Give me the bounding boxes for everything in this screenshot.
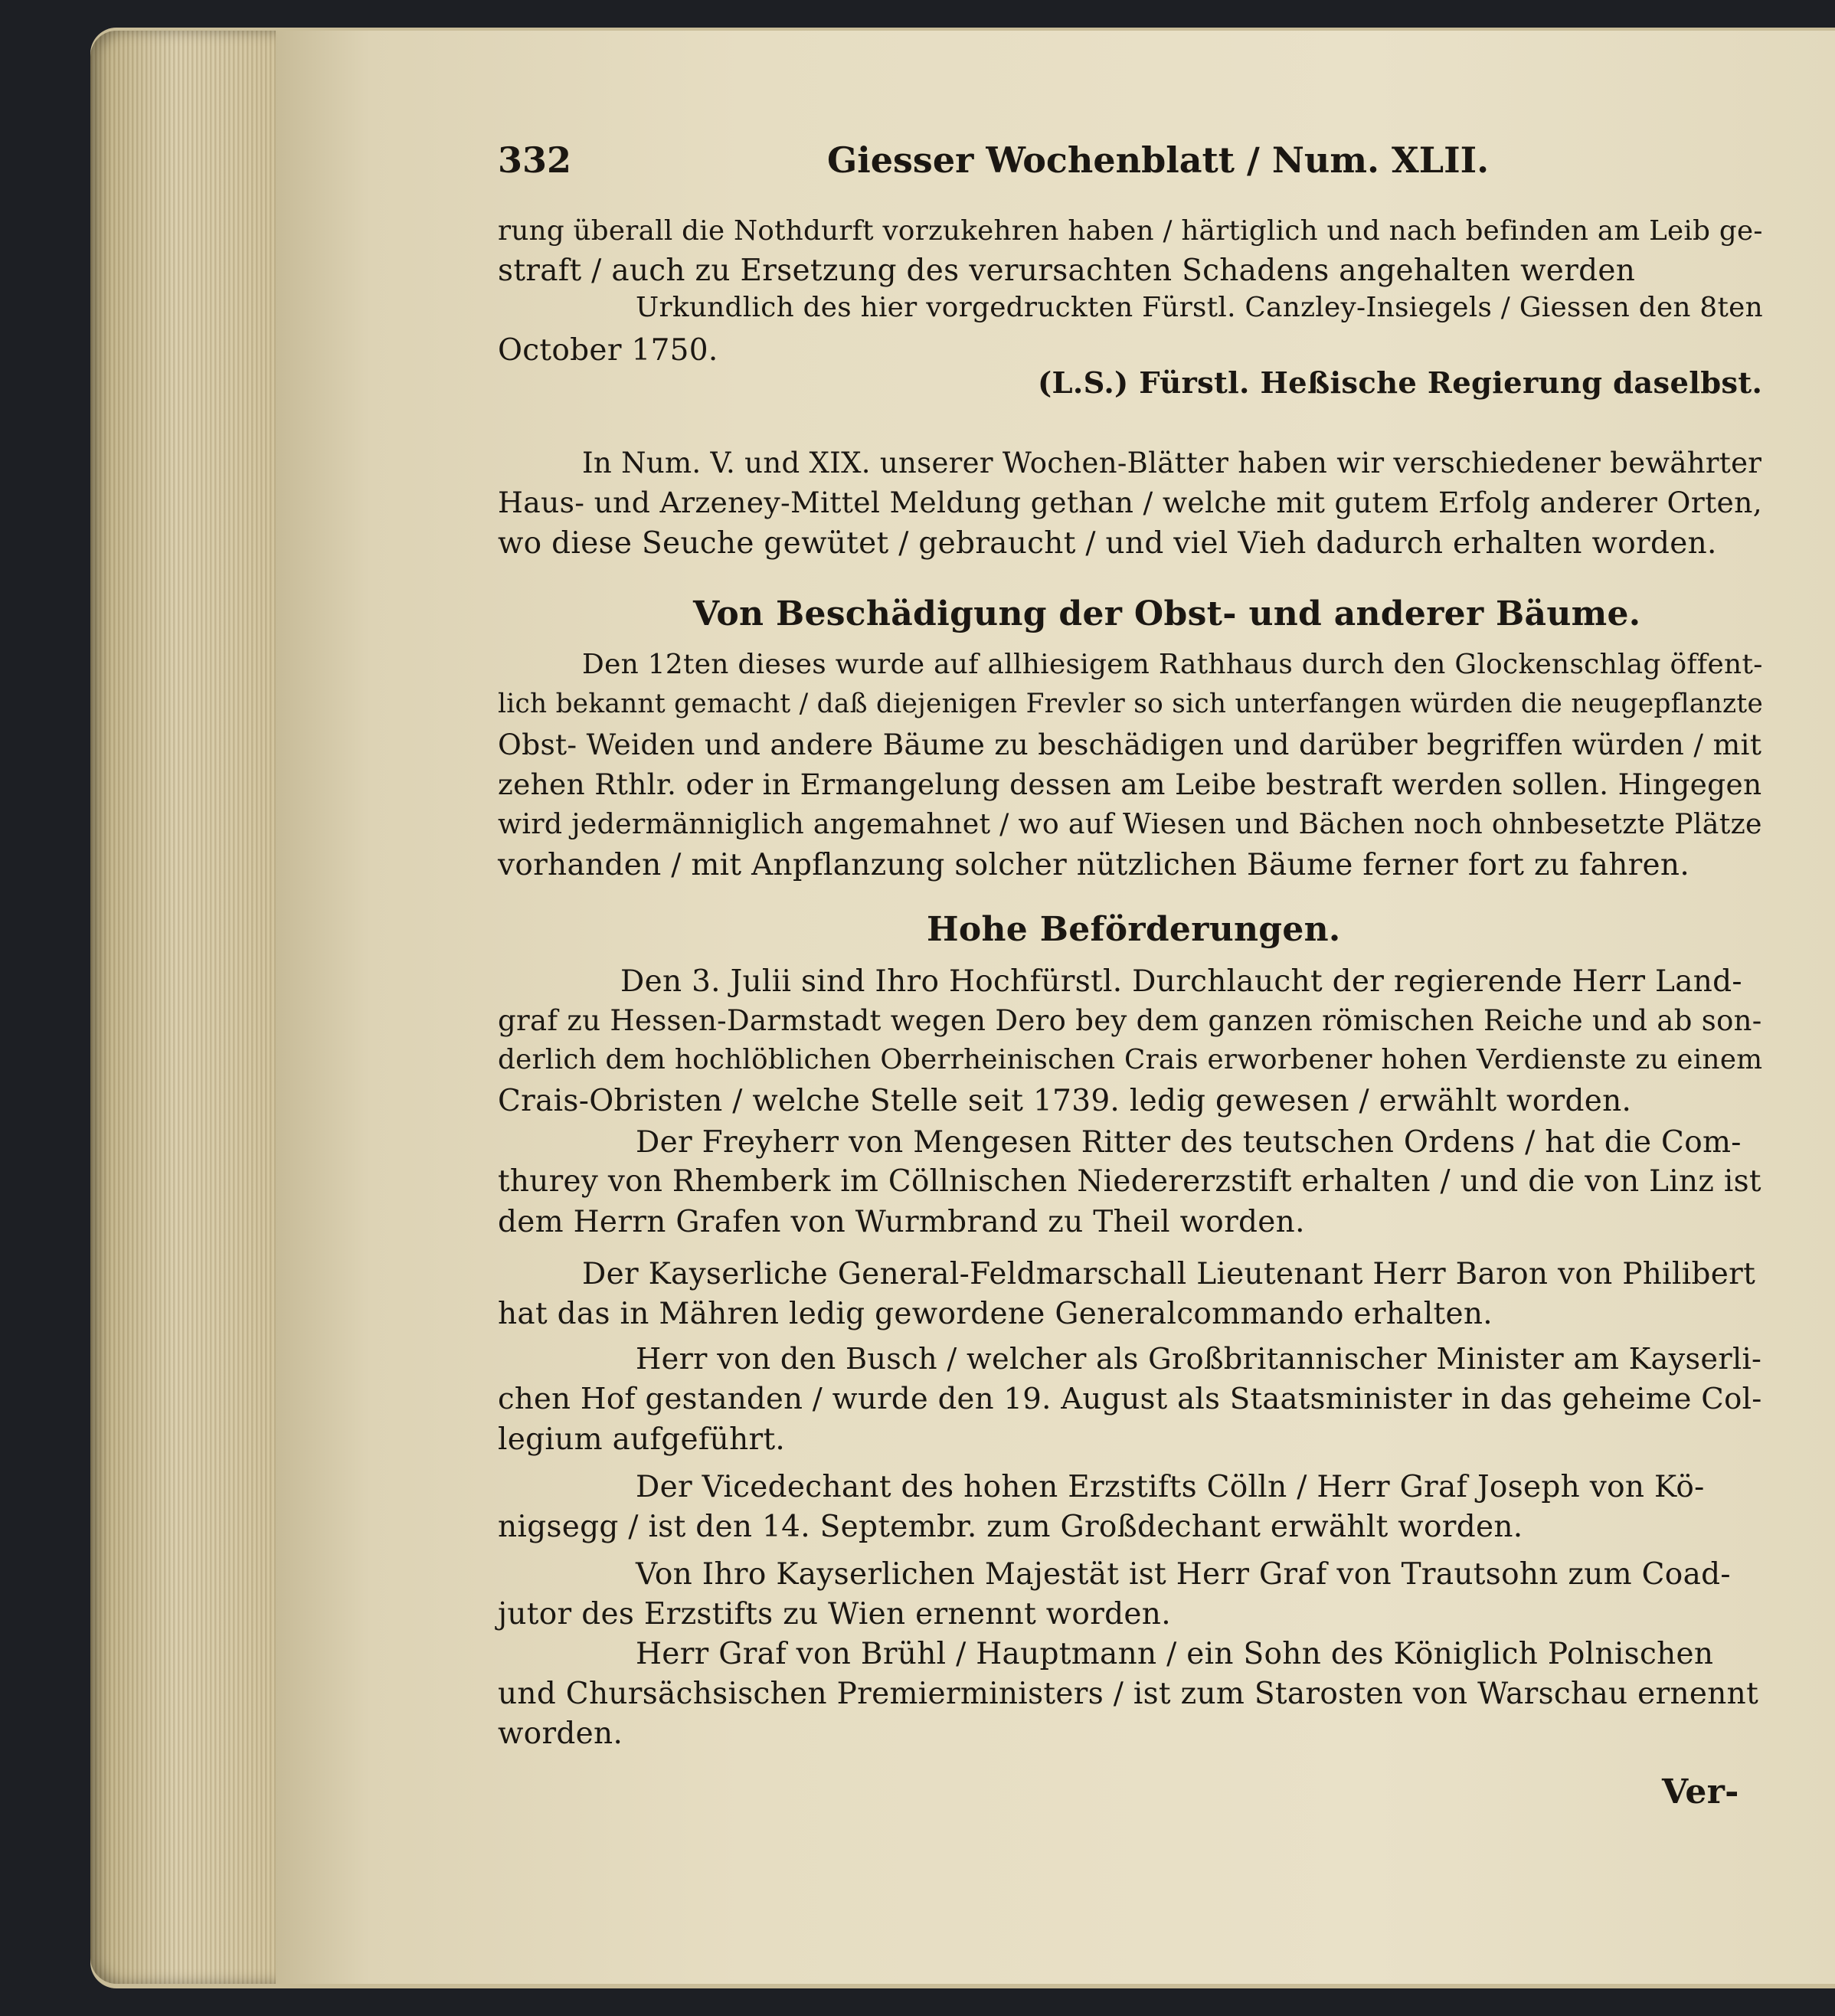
text-line: zehen Rthlr. oder in Ermangelung dessen am Leibe bestraft werden sollen. Hingegen [498, 767, 1762, 801]
text-line: Obst- Weiden und andere Bäume zu beschädigen und darüber begriffen würden / mit [498, 728, 1762, 761]
text-line: nigsegg / ist den 14. Septembr. zum Großdechant erwählt worden. [498, 1510, 1523, 1544]
catchword: Ver- [1662, 1772, 1739, 1811]
text-line: worden. [498, 1717, 623, 1751]
text-line: Den 12ten dieses wurde auf allhiesigem Rathhaus durch den Glockenschlag öffent- [582, 649, 1763, 680]
text-line: In Num. V. und XIX. unserer Wochen-Blätter haben wir verschiedener bewährter [582, 447, 1762, 479]
text-line: Herr von den Busch / welcher als Großbritannischer Minister am Kayserli- [636, 1342, 1762, 1376]
text-line: graf zu Hessen-Darmstadt wegen Dero bey dem ganzen römischen Reiche und ab son- [498, 1004, 1762, 1037]
signature-line: (L.S.) Fürstl. Heßische Regierung daselbst. [1038, 366, 1763, 401]
section-heading: Hohe Beförderungen. [927, 910, 1341, 949]
text-line: lich bekannt gemacht / daß diejenigen Frevler so sich unterfangen würden die neugepflanzte [498, 689, 1764, 719]
text-line: straft / auch zu Ersetzung des verursachten Schadens angehalten werden [498, 254, 1636, 288]
text-line: Von Ihro Kayserlichen Majestät ist Herr Graf von Trautsohn zum Coad- [636, 1557, 1731, 1592]
page-number: 332 [498, 139, 572, 181]
newspaper-title: Giesser Wochenblatt / Num. XLII. [827, 139, 1490, 181]
text-line: Herr Graf von Brühl / Hauptmann / ein Sohn des Königlich Polnischen [636, 1637, 1714, 1671]
section-heading: Von Beschädigung der Obst- und anderer Bäume. [693, 594, 1641, 633]
text-line: dem Herrn Grafen von Wurmbrand zu Theil worden. [498, 1205, 1305, 1239]
text-line: Den 3. Julii sind Ihro Hochfürstl. Durchlaucht der regierende Herr Land- [620, 964, 1742, 999]
running-head [498, 139, 1830, 193]
text-line: Der Kayserliche General-Feldmarschall Lieutenant Herr Baron von Philibert [582, 1257, 1756, 1291]
text-line: chen Hof gestanden / wurde den 19. August als Staatsminister in das geheime Col- [498, 1382, 1762, 1416]
text-line: Der Freyherr von Mengesen Ritter des teutschen Ordens / hat die Com- [636, 1125, 1742, 1160]
text-line: wird jedermänniglich angemahnet / wo auf Wiesen und Bächen noch ohnbesetzte Plätze [498, 807, 1762, 840]
text-line: Urkundlich des hier vorgedruckten Fürstl. Canzley-Insiegels / Giessen den 8ten [636, 292, 1763, 323]
text-line: October 1750. [498, 333, 718, 368]
text-line: jutor des Erzstifts zu Wien ernennt worden. [498, 1597, 1171, 1631]
text-line: thurey von Rhemberk im Cöllnischen Niedererzstift erhalten / und die von Linz ist [498, 1164, 1761, 1199]
text-line: rung überall die Nothdurft vorzukehren haben / härtiglich und nach befinden am Leib ge- [498, 215, 1763, 247]
text-line: hat das in Mähren ledig gewordene Generalcommando erhalten. [498, 1297, 1493, 1331]
text-line: Haus- und Arzeney-Mittel Meldung gethan / welche mit gutem Erfolg anderer Orten, [498, 486, 1763, 519]
text-line: und Chursächsischen Premierministers / ist zum Starosten von Warschau ernennt [498, 1677, 1759, 1711]
page-edges [90, 31, 282, 1984]
text-line: legium aufgeführt. [498, 1422, 786, 1457]
text-line: wo diese Seuche gewütet / gebraucht / und viel Vieh dadurch erhalten worden. [498, 526, 1717, 561]
text-line: Crais-Obristen / welche Stelle seit 1739. ledig gewesen / erwählt worden. [498, 1084, 1632, 1118]
text-line: derlich dem hochlöblichen Oberrheinischen Crais erworbener hohen Verdienste zu einem [498, 1044, 1763, 1075]
text-line: Der Vicedechant des hohen Erzstifts Cölln / Herr Graf Joseph von Kö- [636, 1470, 1705, 1504]
text-line: vorhanden / mit Anpflanzung solcher nützlichen Bäume ferner fort zu fahren. [498, 848, 1690, 882]
